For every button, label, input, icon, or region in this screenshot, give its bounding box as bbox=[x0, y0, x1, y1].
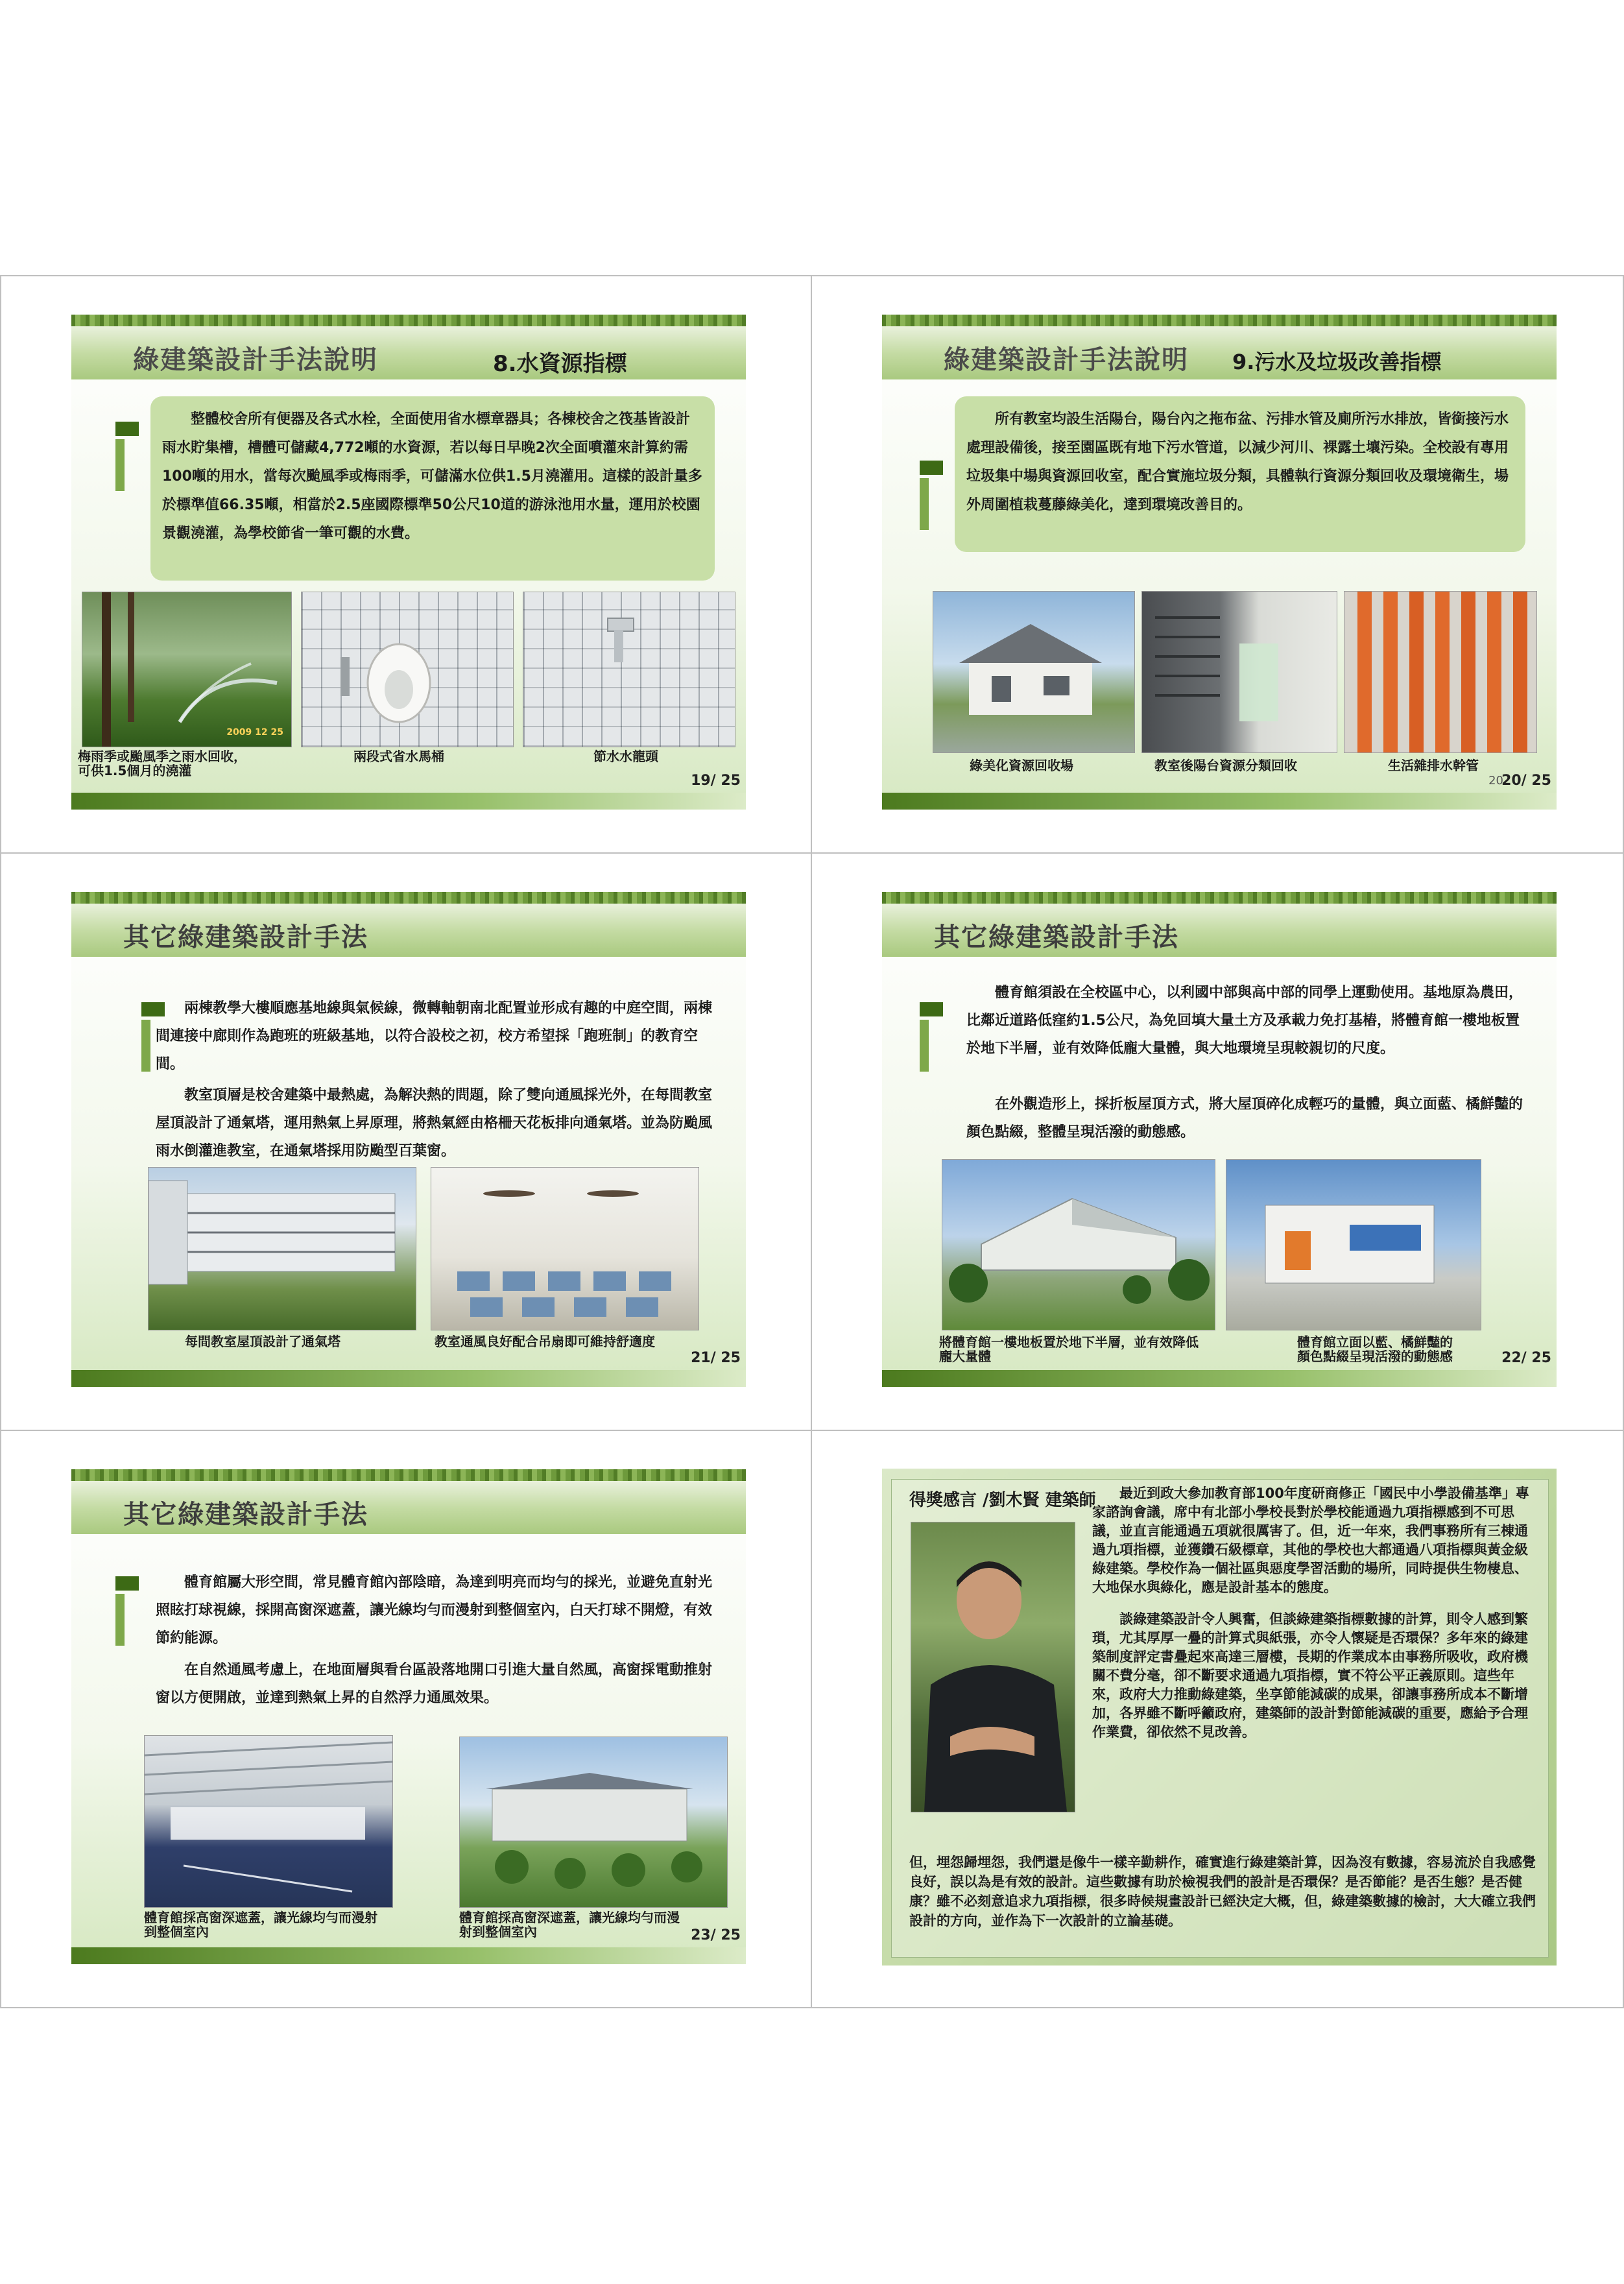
banner-stripes bbox=[71, 315, 746, 326]
slide-paragraph-1: 體育館屬大形空間，常見體育館內部陰暗，為達到明亮而均勻的採光，並避免直射光照眩打球視線，採開高窗深遮蓋，讓光線均勻而漫射到整個室內，白天打球不開燈，有效節約能源。 bbox=[156, 1574, 713, 1646]
decor-block bbox=[920, 461, 943, 475]
caption-faucet: 節水水龍頭 bbox=[593, 749, 658, 764]
decor-block bbox=[115, 1576, 139, 1591]
slide-cell-23 bbox=[0, 1430, 812, 2008]
gym-interior-illustration bbox=[145, 1736, 392, 1907]
decor-block bbox=[920, 1020, 929, 1072]
award-text-right bbox=[1092, 1484, 1533, 1742]
slide-subtitle: 8.水資源指標 bbox=[493, 351, 627, 377]
footer-bar bbox=[71, 1370, 746, 1387]
slide-banner bbox=[71, 1469, 746, 1534]
page-number: 19/ 25 bbox=[691, 773, 741, 789]
portrait-illustration bbox=[911, 1522, 1075, 1812]
caption-gym-lighting-2: 體育館採高窗深遮蓋，讓光線均勻而漫 射到整個室內 bbox=[459, 1910, 680, 1940]
slide-banner bbox=[882, 892, 1557, 957]
footer-bar bbox=[882, 793, 1557, 810]
slide-paragraph-1: 體育館須設在全校區中心，以利國中部與高中部的同學上運動使用。基地原為農田，比鄰近道路低窪約1.5公尺，為免回填大量土方及承載力免打基樁，將體育館一樓地板置於地下半層，並有效降低龐大量體，與大地環境呈現較親切的尺度。 bbox=[966, 985, 1523, 1057]
classroom-illustration bbox=[431, 1168, 699, 1330]
slide-cell-19 bbox=[0, 275, 812, 854]
banner-stripes bbox=[71, 892, 746, 904]
slide-title: 綠建築設計手法說明 bbox=[944, 345, 1189, 375]
slide-19 bbox=[71, 315, 746, 810]
caption-classroom-fans: 教室通風良好配合吊扇即可維持舒適度 bbox=[435, 1334, 655, 1349]
caption-gym-underground: 將體育館一樓地板置於地下半層，並有效降低 龐大量體 bbox=[939, 1334, 1199, 1364]
architect-portrait bbox=[911, 1522, 1075, 1812]
slide-banner bbox=[71, 315, 746, 379]
photo-drain-pipes bbox=[1344, 591, 1537, 753]
page-number: 23/ 25 bbox=[691, 1927, 741, 1943]
photo-balcony-recycling bbox=[1141, 591, 1337, 753]
photo-toilet bbox=[301, 592, 514, 747]
decor-block bbox=[115, 439, 125, 491]
photo-gymnasium-exterior bbox=[942, 1159, 1215, 1330]
photo-sprinkler bbox=[82, 592, 292, 747]
photo-faucet bbox=[523, 592, 735, 747]
decor-block bbox=[920, 478, 929, 530]
decor-block bbox=[115, 422, 139, 436]
slide-banner bbox=[71, 892, 746, 957]
slide-title: 綠建築設計手法說明 bbox=[133, 345, 378, 375]
slide-title: 其它綠建築設計手法 bbox=[123, 922, 368, 952]
footer-bar bbox=[71, 793, 746, 810]
decor-block bbox=[920, 1002, 943, 1016]
slide-paragraph-1: 兩棟教學大樓順應基地線與氣候線，微轉軸朝南北配置並形成有趣的中庭空間，兩棟間連接中廊則作為跑班的班級基地，以符合設校之初，校方希望採「跑班制」的教育空間。 bbox=[156, 1000, 713, 1072]
slide-banner bbox=[882, 315, 1557, 379]
slide-cell-21 bbox=[0, 852, 812, 1431]
photo-school-building bbox=[148, 1167, 416, 1330]
banner-stripes bbox=[882, 315, 1557, 326]
building-illustration bbox=[933, 592, 1134, 752]
caption-toilet: 兩段式省水馬桶 bbox=[353, 749, 444, 764]
facade-illustration bbox=[1226, 1160, 1481, 1330]
handout-grid bbox=[0, 275, 1624, 2008]
sprinkler-illustration bbox=[82, 592, 291, 747]
photo-gym-outside bbox=[459, 1737, 728, 1908]
caption-gym-colors: 體育館立面以藍、橘鮮豔的 顏色點綴呈現活潑的動態感 bbox=[1297, 1334, 1453, 1364]
decor-block bbox=[141, 1020, 150, 1072]
footer-bar bbox=[882, 1370, 1557, 1387]
award-paragraph-2: 談綠建築設計令人興奮，但談綠建築指標數據的計算，則令人感到繁瑣，尤其厚厚一疊的計算式與紙張，亦令人懷疑是否環保？多年來的綠建築制度評定書疊起來高達三層樓，長期的作業成本由事務所吸收，政府機關不費分毫，卻不斷要求通過九項指標，實不符公平正義原則。這些年來，政府大力推動綠建築，坐享節能減碳的成果，卻讓事務所成本不斷增加，各界雖不斷呼籲政府，建築師的設計對節能減碳的重要，應給予合理作業費，卻依然不見改善。 bbox=[1092, 1611, 1528, 1740]
page-number: 20/ 25 bbox=[1501, 773, 1551, 789]
award-header: 得獎感言 /劉木賢 建築師 bbox=[909, 1491, 1096, 1510]
building-illustration bbox=[149, 1168, 416, 1330]
slide-cell-22 bbox=[811, 852, 1624, 1431]
slide-paragraph-2: 教室頂層是校舍建築中最熱處，為解決熱的問題，除了雙向通風採光外，在每間教室屋頂設計了通氣塔，運用熱氣上昇原理，將熱氣經由格柵天花板排向通氣塔。並為防颱風雨水倒灌進教室，在通氣塔採用防颱型百葉窗。 bbox=[156, 1087, 713, 1159]
page-number: 21/ 25 bbox=[691, 1350, 741, 1366]
banner-stripes bbox=[882, 892, 1557, 904]
award-paragraph-3: 但，埋怨歸埋怨，我們還是像牛一樣辛勤耕作，確實進行綠建築計算，因為沒有數據，容易流於自我感覺良好，誤以為是有效的設計。這些數據有助於檢視我們的設計是否環保？是否節能？是否生態？是否健康？雖不必刻意追求九項指標，很多時候規畫設計已經決定大概，但，綠建築數據的檢討，大大確立我們設計的方向，並作為下一次設計的立論基礎。 bbox=[909, 1855, 1536, 1929]
caption-recycling-station: 綠美化資源回收場 bbox=[970, 758, 1073, 773]
footer-bar bbox=[71, 1947, 746, 1964]
banner-stripes bbox=[71, 1469, 746, 1481]
slide-23 bbox=[71, 1469, 746, 1964]
caption-gym-lighting-1: 體育館採高窗深遮蓋，讓光線均勻而漫射 到整個室內 bbox=[144, 1910, 377, 1940]
slide-title: 其它綠建築設計手法 bbox=[934, 922, 1179, 952]
photo-gym-interior bbox=[144, 1735, 393, 1908]
slide-cell-award bbox=[811, 1430, 1624, 2008]
caption-ventilation-tower: 每間教室屋頂設計了通氣塔 bbox=[185, 1334, 340, 1349]
slide-21 bbox=[71, 892, 746, 1387]
gym-outside-illustration bbox=[460, 1737, 727, 1907]
photo-date-stamp: 2009 12 25 bbox=[226, 727, 283, 738]
toilet-illustration bbox=[302, 592, 513, 747]
award-paragraph-1: 最近到政大參加教育部100年度研商修正「國民中小學設備基準」專家諮詢會議，席中有北部小學校長對於學校能通過九項指標感到不可思議，並直言能通過五項就很厲害了。但，近一年來，我們事務所有三棟通過九項指標，並獲鑽石級標章，其他的學校也大都通過八項指標與黃金級綠建築。學校作為一個社區與惡度學習活動的場所，同時提供生物棲息、大地保水與綠化，應是設計基本的態度。 bbox=[1092, 1485, 1529, 1595]
pipes-illustration bbox=[1344, 592, 1536, 752]
slide-paragraph-2: 在自然通風考慮上，在地面層與看台區設落地開口引進大量自然風，高窗採電動推射窗以方便開啟，並達到熱氣上昇的自然浮力通風效果。 bbox=[156, 1662, 713, 1706]
photo-classroom bbox=[431, 1167, 699, 1330]
photo-gymnasium-facade bbox=[1226, 1159, 1481, 1330]
slide-title: 其它綠建築設計手法 bbox=[123, 1500, 368, 1530]
slide-subtitle: 9.污水及垃圾改善指標 bbox=[1232, 350, 1442, 374]
gym-illustration bbox=[942, 1160, 1215, 1330]
faucet-illustration bbox=[523, 592, 735, 747]
louver-illustration bbox=[1142, 592, 1337, 752]
slide-number: 20 bbox=[1488, 774, 1503, 787]
decor-block bbox=[115, 1594, 125, 1646]
photo-recycling-station bbox=[933, 591, 1135, 753]
slide-cell-20 bbox=[811, 275, 1624, 854]
caption-drain-pipes: 生活雜排水幹管 bbox=[1388, 758, 1479, 773]
award-slide bbox=[882, 1469, 1557, 1965]
slide-22 bbox=[882, 892, 1557, 1387]
slide-20 bbox=[882, 315, 1557, 810]
page-number: 22/ 25 bbox=[1501, 1350, 1551, 1366]
caption-balcony-recycling: 教室後陽台資源分類回收 bbox=[1154, 758, 1297, 773]
slide-paragraph-2: 在外觀造形上，採折板屋頂方式，將大屋頂碎化成輕巧的量體，與立面藍、橘鮮豔的顏色點綴，整體呈現活潑的動態感。 bbox=[966, 1096, 1523, 1140]
slide-body-text: 所有教室均設生活陽台，陽台內之拖布盆、污排水管及廁所污水排放，皆銜接污水處理設備後，接至園區既有地下污水管道，以減少河川、裸露土壤污染。全校設有專用垃圾集中場與資源回收室，配合實施垃圾分類，具體執行資源分類回收及環境衛生，場外周圍植栽蔓藤綠美化，達到環境改善目的。 bbox=[955, 396, 1525, 552]
caption-rainwater: 梅雨季或颱風季之雨水回收， 可供1.5個月的澆灌 bbox=[78, 749, 246, 778]
slide-body-text: 整體校舍所有便器及各式水栓，全面使用省水標章器具；各棟校舍之筏基皆設計雨水貯集槽，槽體可儲藏4,772噸的水資源，若以每日早晚2次全面噴灌來計算約需100噸的用水，當每次颱風季或梅雨季，可儲滿水位供1.5月澆灌用。這樣的設計量多於標準值66.35噸，相當於2.5座國際標準50公尺10道的游泳池用水量，運用於校園景觀澆灌，為學校節省一筆可觀的水費。 bbox=[150, 396, 715, 581]
